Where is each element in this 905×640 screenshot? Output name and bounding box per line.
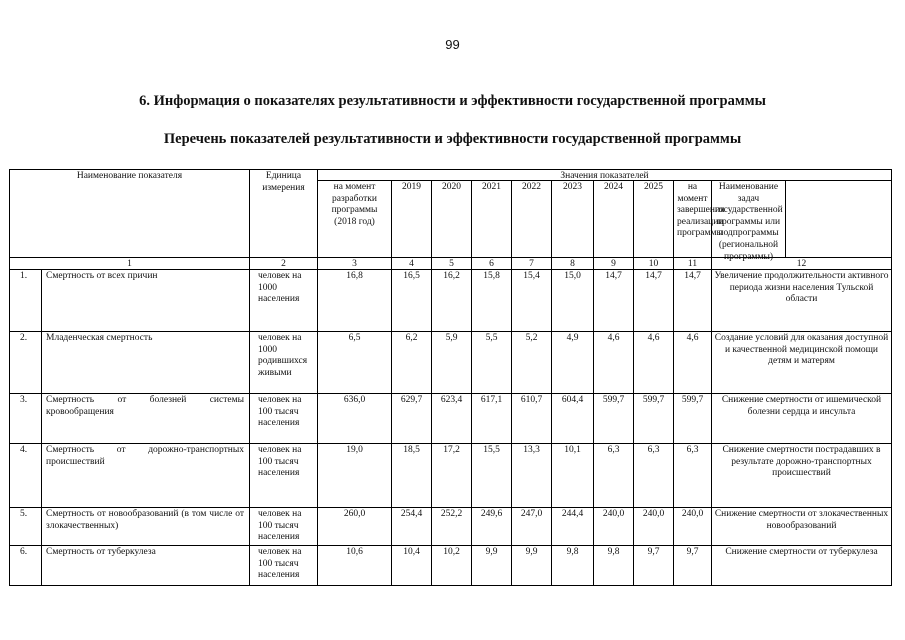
column-number-1: 1	[9, 257, 250, 270]
header-year-2019: 2019	[391, 180, 432, 258]
indicator-value: 10,1	[551, 443, 594, 508]
indicator-value: 14,7	[633, 269, 674, 332]
indicator-value: 14,7	[593, 269, 634, 332]
indicator-value: 260,0	[317, 507, 392, 546]
indicator-value: 6,5	[317, 331, 392, 394]
indicator-value: 15,5	[471, 443, 512, 508]
indicator-value: 15,0	[551, 269, 594, 332]
indicator-value: 4,6	[593, 331, 634, 394]
indicator-unit: человек на 1000 родившихся живыми	[249, 331, 318, 394]
indicator-value: 252,2	[431, 507, 472, 546]
header-spacer	[785, 180, 892, 258]
indicator-value: 10,2	[431, 545, 472, 586]
header-year-2023: 2023	[551, 180, 594, 258]
column-number-8: 8	[551, 257, 594, 270]
header-unit: Единица измерения	[249, 169, 318, 258]
column-number-10: 10	[633, 257, 674, 270]
indicator-value: 4,6	[633, 331, 674, 394]
indicator-value: 254,4	[391, 507, 432, 546]
page-number: 99	[445, 37, 460, 52]
column-number-12: 12	[711, 257, 892, 270]
indicator-task: Снижение смертности от ишемической болезни сердца и инсульта	[711, 393, 892, 444]
header-values-group: Значения показателей	[317, 169, 892, 181]
row-number: 3.	[9, 393, 42, 444]
column-number-6: 6	[471, 257, 512, 270]
indicator-value: 9,7	[673, 545, 712, 586]
list-title: Перечень показателей результативности и эффективности государственной программы	[163, 131, 742, 147]
indicator-value: 13,3	[511, 443, 552, 508]
indicator-value: 6,3	[673, 443, 712, 508]
indicator-value: 9,8	[593, 545, 634, 586]
indicator-value: 617,1	[471, 393, 512, 444]
indicator-value: 6,3	[593, 443, 634, 508]
column-number-7: 7	[511, 257, 552, 270]
indicator-value: 240,0	[633, 507, 674, 546]
indicator-task: Снижение смертности от туберкулеза	[711, 545, 892, 586]
indicator-name: Младенческая смертность	[41, 331, 250, 394]
indicator-value: 4,9	[551, 331, 594, 394]
column-number-11: 11	[673, 257, 712, 270]
indicator-value: 16,8	[317, 269, 392, 332]
row-number: 5.	[9, 507, 42, 546]
indicator-value: 9,8	[551, 545, 594, 586]
indicator-task: Снижение смертности пострадавших в результате дорожно-транспортных происшествий	[711, 443, 892, 508]
indicator-value: 9,9	[511, 545, 552, 586]
indicator-value: 18,5	[391, 443, 432, 508]
indicator-value: 9,7	[633, 545, 674, 586]
indicator-value: 16,2	[431, 269, 472, 332]
indicator-task: Создание условий для оказания доступной и качественной медицинской помощи детям и матерям	[711, 331, 892, 394]
indicator-value: 5,5	[471, 331, 512, 394]
section-title: 6. Информация о показателях результативности и эффективности государственной программы	[139, 93, 766, 109]
header-year-2025: 2025	[633, 180, 674, 258]
row-number: 2.	[9, 331, 42, 394]
indicator-value: 629,7	[391, 393, 432, 444]
indicator-value: 249,6	[471, 507, 512, 546]
indicator-name: Смертность от туберкулеза	[41, 545, 250, 586]
column-number-4: 4	[391, 257, 432, 270]
header-at-completion: на момент завершения реализации программы	[673, 180, 712, 258]
indicator-value: 240,0	[593, 507, 634, 546]
row-number: 6.	[9, 545, 42, 586]
indicator-value: 14,7	[673, 269, 712, 332]
indicator-name: Смертность от дорожно-транспортных происшествий	[41, 443, 250, 508]
header-year-2020: 2020	[431, 180, 472, 258]
indicator-value: 15,8	[471, 269, 512, 332]
indicator-value: 17,2	[431, 443, 472, 508]
indicator-name: Смертность от всех причин	[41, 269, 250, 332]
indicator-value: 599,7	[633, 393, 674, 444]
indicator-value: 623,4	[431, 393, 472, 444]
indicator-unit: человек на 100 тысяч населения	[249, 545, 318, 586]
indicator-unit: человек на 100 тысяч населения	[249, 507, 318, 546]
indicator-value: 4,6	[673, 331, 712, 394]
indicator-value: 9,9	[471, 545, 512, 586]
indicator-unit: человек на 100 тысяч населения	[249, 443, 318, 508]
column-number-3: 3	[317, 257, 392, 270]
indicator-value: 6,2	[391, 331, 432, 394]
header-year-2021: 2021	[471, 180, 512, 258]
indicator-value: 6,3	[633, 443, 674, 508]
indicator-value: 599,7	[673, 393, 712, 444]
indicator-value: 16,5	[391, 269, 432, 332]
indicator-value: 247,0	[511, 507, 552, 546]
indicator-name: Смертность от болезней системы кровообращения	[41, 393, 250, 444]
header-year-2022: 2022	[511, 180, 552, 258]
indicator-unit: человек на 1000 населения	[249, 269, 318, 332]
indicator-value: 10,4	[391, 545, 432, 586]
column-number-9: 9	[593, 257, 634, 270]
indicator-value: 244,4	[551, 507, 594, 546]
indicator-value: 19,0	[317, 443, 392, 508]
indicator-value: 604,4	[551, 393, 594, 444]
header-indicator-name: Наименование показателя	[9, 169, 250, 258]
header-year-2024: 2024	[593, 180, 634, 258]
indicator-task: Увеличение продолжительности активного периода жизни населения Тульской области	[711, 269, 892, 332]
column-number-2: 2	[249, 257, 318, 270]
indicator-value: 15,4	[511, 269, 552, 332]
indicator-name: Смертность от новообразований (в том числе от злокачественных)	[41, 507, 250, 546]
indicator-unit: человек на 100 тысяч населения	[249, 393, 318, 444]
indicator-value: 5,2	[511, 331, 552, 394]
indicator-value: 636,0	[317, 393, 392, 444]
header-at-development: на момент разработки программы (2018 год)	[317, 180, 392, 258]
indicator-value: 240,0	[673, 507, 712, 546]
indicator-value: 599,7	[593, 393, 634, 444]
indicator-value: 5,9	[431, 331, 472, 394]
header-tasks: Наименование задач государственной программы или подпрограммы (региональной программы)	[711, 180, 786, 258]
indicator-value: 10,6	[317, 545, 392, 586]
indicator-task: Снижение смертности от злокачественных новообразований	[711, 507, 892, 546]
row-number: 4.	[9, 443, 42, 508]
indicator-value: 610,7	[511, 393, 552, 444]
column-number-5: 5	[431, 257, 472, 270]
row-number: 1.	[9, 269, 42, 332]
